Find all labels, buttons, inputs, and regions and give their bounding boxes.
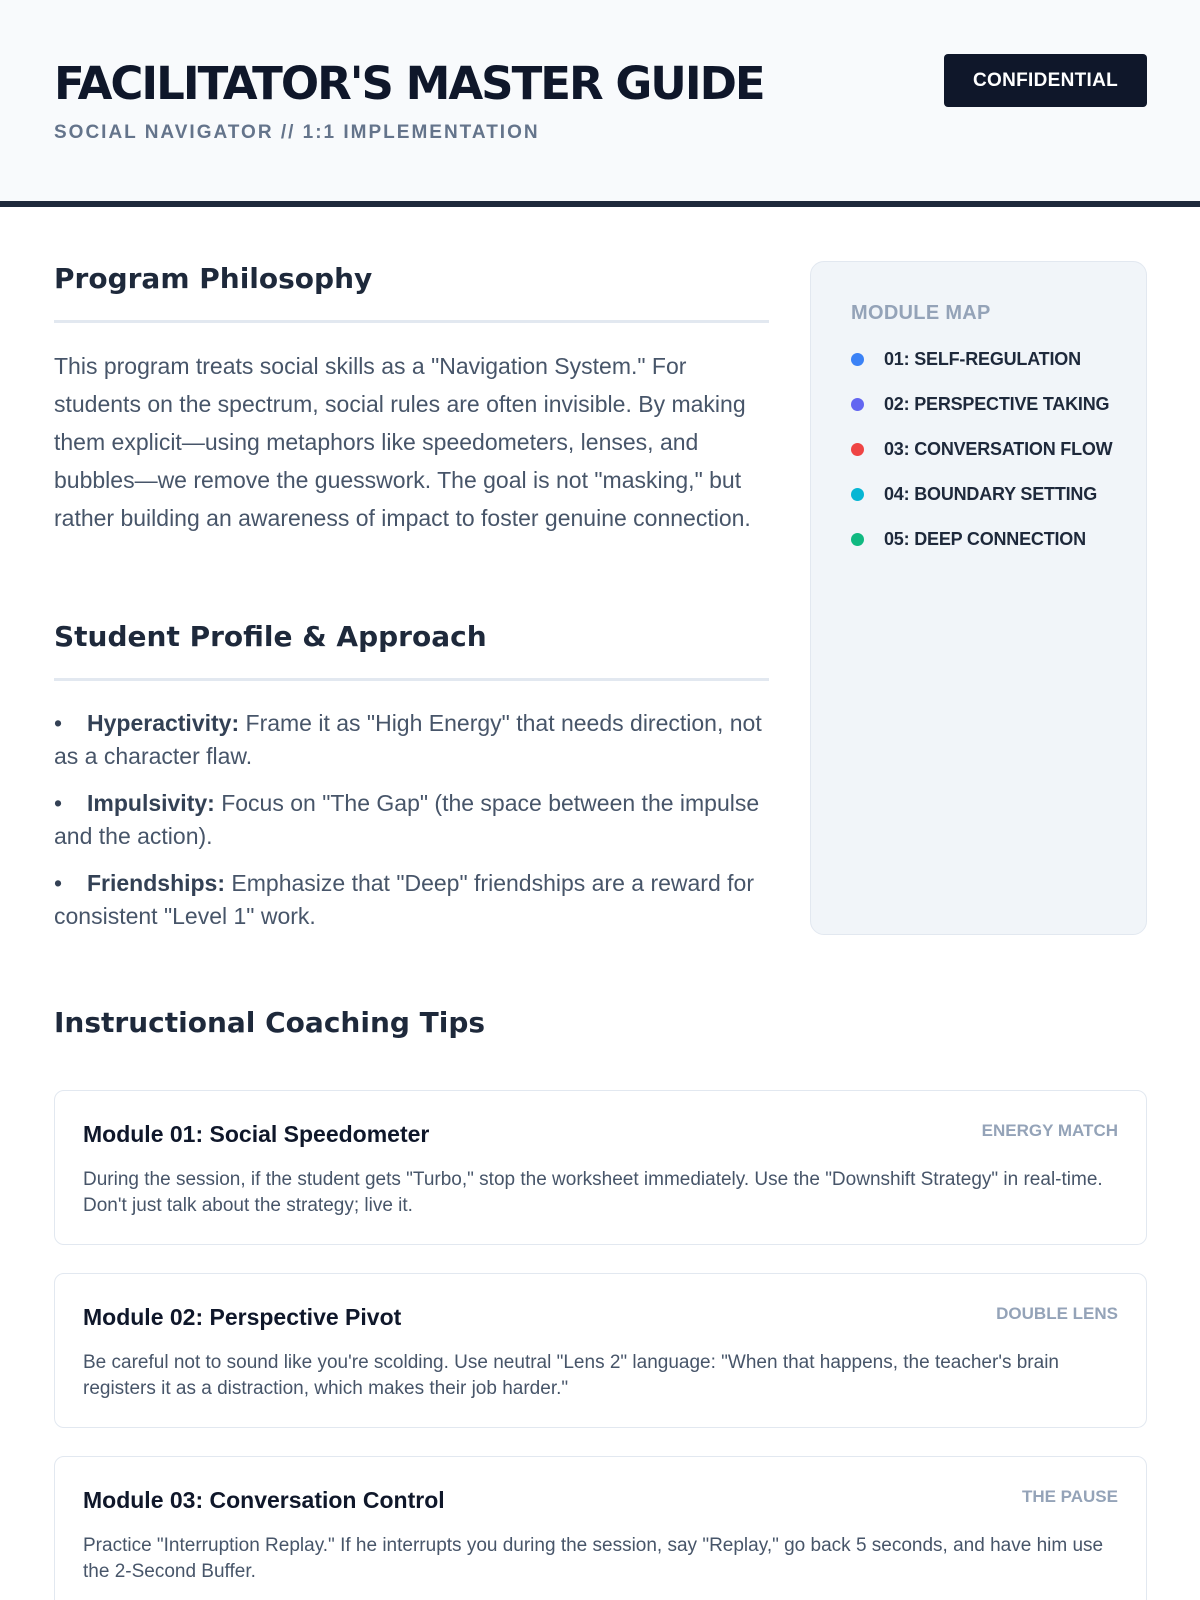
status-dot-icon — [851, 533, 864, 546]
tip-card — [54, 1090, 1147, 1245]
module-map-item — [851, 482, 1097, 506]
tips-heading: Instructional Coaching Tips — [54, 1006, 486, 1039]
module-map-label: 04: BOUNDARY SETTING — [884, 483, 1098, 504]
bullet-icon: • — [54, 710, 63, 736]
module-map-item — [851, 437, 1112, 461]
bullet-icon: • — [54, 870, 63, 896]
profile-list — [54, 707, 769, 947]
profile-description: Frame it as "High Energy" that needs direction, not as a character flaw. — [54, 710, 762, 769]
module-map-label: 01: SELF-REGULATION — [884, 348, 1081, 369]
tip-title: Module 02: Perspective Pivot — [83, 1304, 402, 1330]
profile-term: Friendships: — [87, 870, 226, 896]
document-header — [0, 0, 1200, 207]
bullet-icon: • — [54, 790, 63, 816]
tip-body: Be careful not to sound like you're scolding. Use neutral "Lens 2" language: "When that happens, the teacher's brain registers it as a distraction, which makes their job harder." — [83, 1352, 1059, 1399]
profile-divider — [54, 678, 769, 681]
tip-title: Module 01: Social Speedometer — [83, 1121, 430, 1147]
tip-body: Practice "Interruption Replay." If he interrupts you during the session, say "Replay," go back 5 seconds, and have him use the 2-Second Buffer. — [83, 1535, 1104, 1582]
confidential-badge: CONFIDENTIAL — [944, 54, 1147, 107]
philosophy-heading: Program Philosophy — [54, 262, 373, 295]
profile-description: Emphasize that "Deep" friendships are a reward for consistent "Level 1" work. — [54, 870, 754, 929]
profile-term: Hyperactivity: — [87, 710, 240, 736]
list-item — [54, 707, 769, 773]
module-map-item — [851, 392, 1109, 416]
tip-tag: ENERGY MATCH — [981, 1121, 1118, 1140]
list-item — [54, 867, 769, 933]
tip-tag: DOUBLE LENS — [996, 1304, 1118, 1323]
list-item — [54, 787, 769, 853]
status-dot-icon — [851, 443, 864, 456]
module-map-item — [851, 347, 1081, 371]
philosophy-divider — [54, 320, 769, 323]
profile-term: Impulsivity: — [87, 790, 215, 816]
document-title: FACILITATOR'S MASTER GUIDE — [54, 57, 764, 110]
module-map-item — [851, 527, 1086, 551]
profile-description: Focus on "The Gap" (the space between the impulse and the action). — [54, 790, 760, 849]
philosophy-text: This program treats social skills as a "Navigation System." For students on the spectrum, social rules are often invisible. By making them explicit—using metaphors like speedometers, lenses, and bubbles—we remove the guesswork. The goal is not "masking," but rather building an awareness of impact to foster genuine connection. — [54, 353, 751, 531]
document-subtitle: SOCIAL NAVIGATOR // 1:1 IMPLEMENTATION — [54, 122, 540, 143]
status-dot-icon — [851, 353, 864, 366]
tip-tag: THE PAUSE — [1021, 1487, 1118, 1506]
module-map-panel — [810, 261, 1147, 935]
status-dot-icon — [851, 398, 864, 411]
tip-card — [54, 1273, 1147, 1428]
tip-body: During the session, if the student gets "Turbo," stop the worksheet immediately. Use the "Downshift Strategy" in real-time. Don't just talk about the strategy; live it. — [83, 1169, 1103, 1216]
tip-title: Module 03: Conversation Control — [83, 1487, 445, 1513]
tip-card — [54, 1456, 1147, 1600]
module-map-label: 03: CONVERSATION FLOW — [884, 438, 1113, 459]
status-dot-icon — [851, 488, 864, 501]
module-map-label: 05: DEEP CONNECTION — [884, 528, 1086, 549]
profile-heading: Student Profile & Approach — [54, 620, 487, 653]
module-map-label: 02: PERSPECTIVE TAKING — [884, 393, 1110, 414]
module-map-title: MODULE MAP — [851, 302, 991, 324]
